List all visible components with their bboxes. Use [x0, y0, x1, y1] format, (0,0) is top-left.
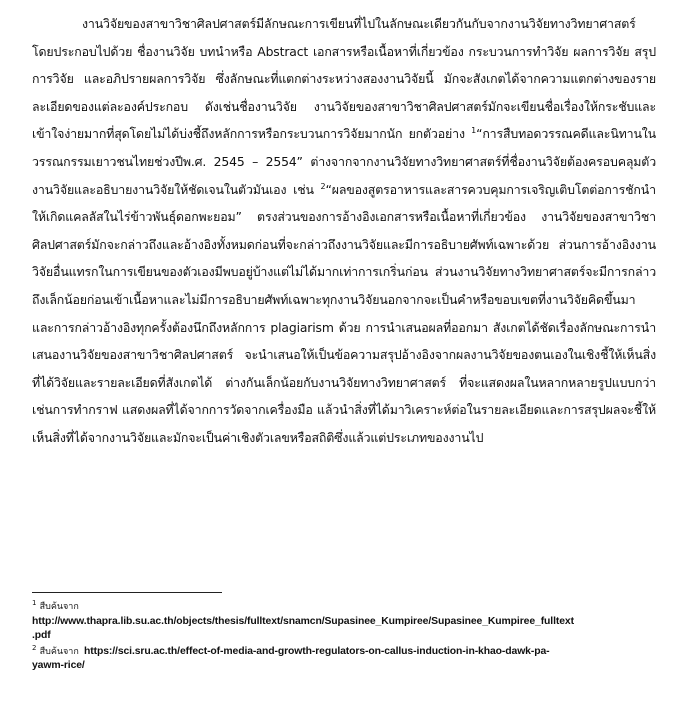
body-paragraph	[32, 10, 656, 452]
footnote-link[interactable]	[32, 643, 652, 674]
paragraph-text-part2: ต่างจากจากงานวิจัยทางวิทยาศาสตร์ที่ชื่องานวิจัยต้องครอบคลุมตัวงานวิจัยและอธิบายงานวิจัยให้ชัดเจนในตัวมันเอง เช่น	[32, 153, 657, 197]
footnote-link-line[interactable]: http://www.thapra.lib.su.ac.th/objects/thesis/fulltext/snamcn/Supasinee_Kumpiree/Supasinee_Kumpiree_fulltext	[32, 615, 574, 627]
quoted-title-1: “การสืบทอดวรรณคดีและนิทานในวรรณกรรมเยาวชนไทยช่วงปีพ.ศ. 2545 – 2554”	[32, 126, 656, 169]
footnote-ref-2[interactable]: 2	[320, 181, 326, 191]
footnote-1	[32, 600, 652, 644]
footnote-number: 1	[32, 599, 37, 607]
footnote-link-line[interactable]: yawm-rice/	[32, 660, 85, 671]
footnote-prefix: สืบค้นจาก	[39, 602, 79, 612]
paragraph-text-part1: งานวิจัยของสาขาวิชาศิลปศาสตร์มีลักษณะการเขียนที่ไปในลักษณะเดียวกันกับจากงานวิจัยทางวิทยาศาสตร์ โดยประกอบไปด้วย ชื่องานวิจัย บทนำหรือ Abstract เอกสารหรือเนื้อหาที่เกี่ยวข้อง กระบวนการทำวิจัย ผลการวิจัย สรุปการวิจัย และอภิปรายผลการวิจัย ซึ่งลักษณะที่แตกต่างระหว่างสองงานวิจัยนี้ มักจะสังเกตได้จากความแตกต่างของรายละเอียดของแต่ละองค์ประกอบ ดังเช่นชื่องานวิจัย งานวิจัยของสาขาวิชาศิลปศาสตร์มักจะเขียนชื่อเรื่องให้กระชับและเข้าใจง่ายมากที่สุดโดยไม่ได้บ่งชี้ถึงหลักการหรือกระบวนการวิจัยมากนัก ยกตัวอย่าง	[32, 16, 656, 142]
footnote-link[interactable]	[32, 615, 652, 644]
footnote-prefix: สืบค้นจาก	[39, 646, 79, 657]
footnote-2	[32, 645, 652, 674]
footnote-number: 2	[32, 643, 37, 652]
quoted-title-2: “ผลของสูตรอาหารและสารควบคุมการเจริญเติบโตต่อการชักนำให้เกิดแคลลัสในไร่ข้าวพันธุ์ดอกพะยอม”	[32, 181, 656, 225]
paragraph-text-part3: ตรงส่วนของการอ้างอิงเอกสารหรือเนื้อหาที่เกี่ยวข้อง งานวิจัยของสาขาวิชาศิลปศาสตร์มักจะกล่าวถึงและอ้างอิงทั้งหมดก่อนที่จะกล่าวถึงงานวิจัยและมีการอธิบายศัพท์เฉพาะด้วย ส่วนการอ้างอิงงานวิจัยอื่นแทรกในการเขียนของตัวเองมีพบอยู่บ้างแต่ไม่ได้มากเท่าการเกริ่นก่อน ส่วนงานวิจัยทางวิทยาศาสตร์จะมีการกล่าวถึงเล็กน้อยก่อนเข้าเนื้อหาและไม่มีการอธิบายศัพท์เฉพาะทุกงานวิจัยนอกจากจะเป็นคำหรือขอบเขตที่งานวิจัยคิดขึ้นมา และการกล่าวอ้างอิงทุกครั้งต้องนึกถึงหลักการ plagiarism ด้วย การนำเสนอผลที่ออกมา สังเกตได้ชัดเรื่องลักษณะการนำเสนองานวิจัยของสาขาวิชาศิลปศาสตร์ จะนำเสนอให้เป็นข้อความสรุปอ้างอิงจากผลงานวิจัยของตนเองในเชิงชี้ให้เห็นสิ่งที่ได้วิจัยและรายละเอียดที่สังเกตได้ ต่างกันเล็กน้อยกับงานวิจัยทางวิทยาศาสตร์ ที่จะแสดงผลในหลากหลายรูปแบบกว่าเช่นการทำกราฟ แสดงผลที่ได้จากการวัดจากเครื่องมือ แล้วนำสิ่งที่ได้มาวิเคราะห์ต่อในรายละเอียดและการสรุปผลจะชี้ให้เห็นสิ่งที่ได้จากงานวิจัยและมักจะเป็นค่าเชิงตัวเลขหรือสถิติซึ่งแล้วแต่ประเภทของงานไป	[32, 209, 656, 445]
footnote-link-line[interactable]: .pdf	[32, 630, 51, 641]
document-page	[32, 10, 656, 452]
footnote-link-line[interactable]: https://sci.sru.ac.th/effect-of-media-and-growth-regulators-on-callus-induction-in-khao-dawk-pa-	[84, 645, 550, 657]
footnotes-section	[32, 600, 652, 675]
footnote-separator	[32, 592, 222, 593]
footnote-ref-1[interactable]: 1	[471, 126, 477, 136]
